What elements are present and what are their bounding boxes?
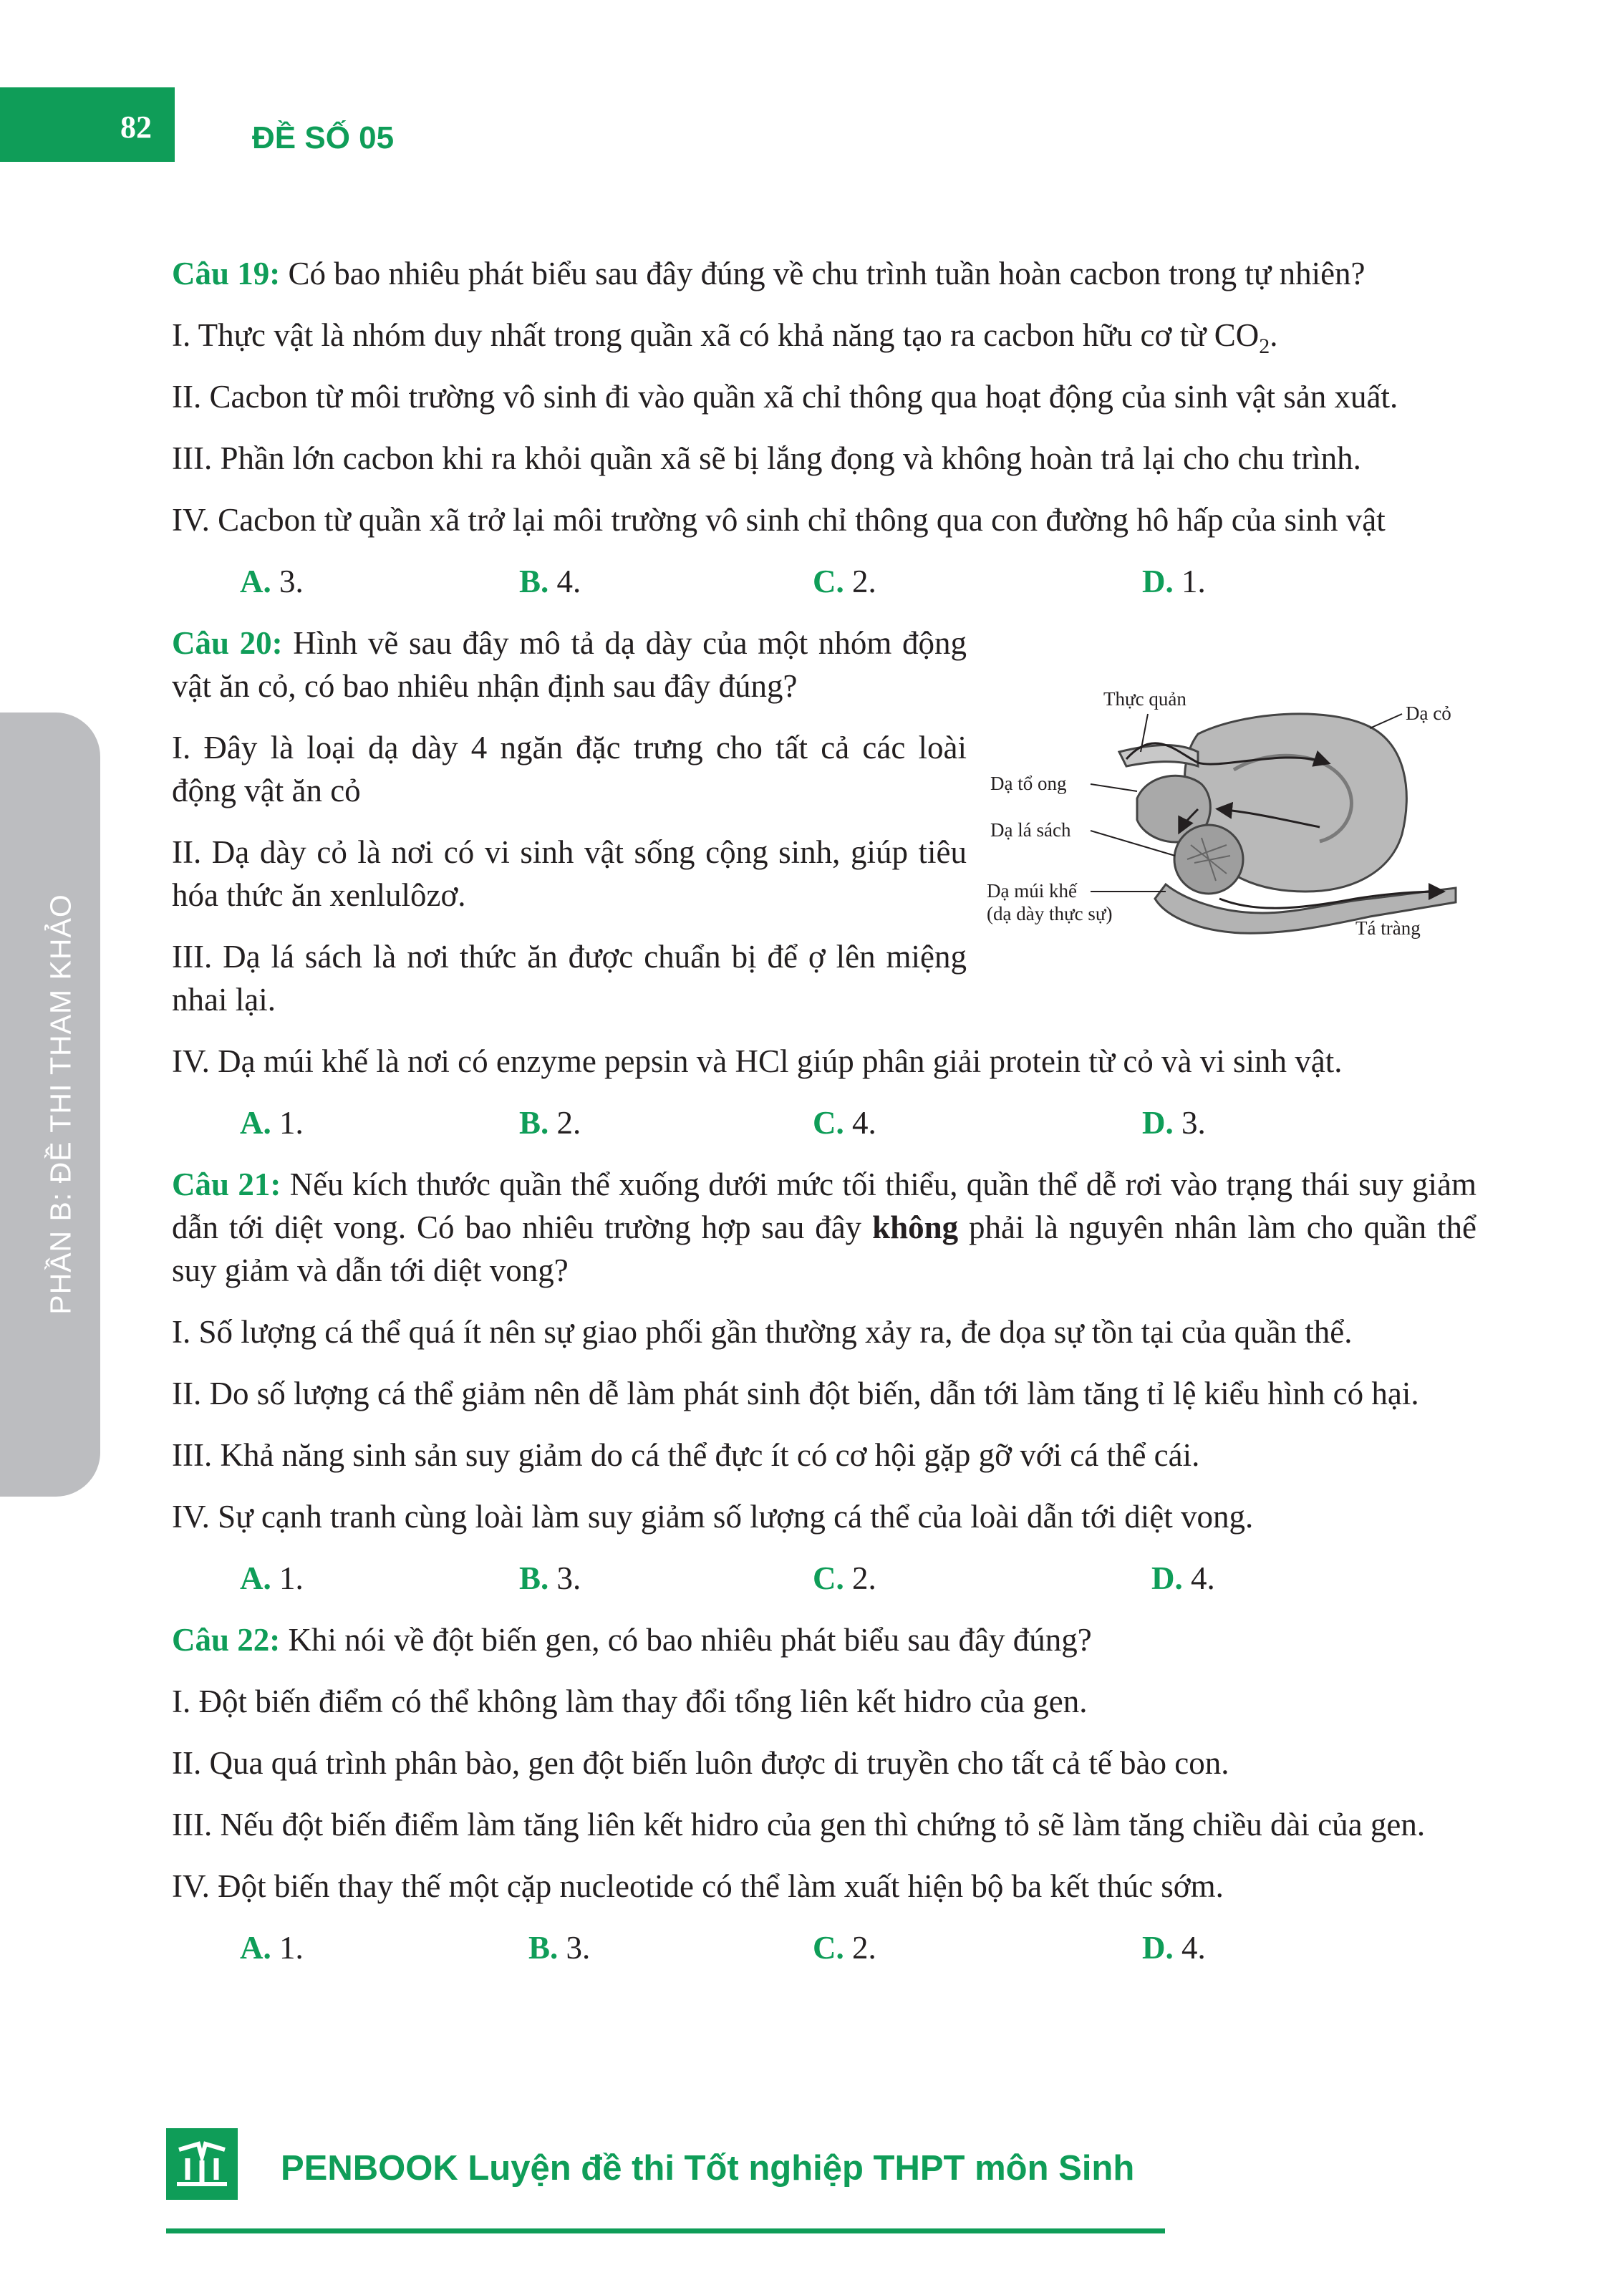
footer-rule [166, 2228, 1165, 2233]
statement-4: IV. Cacbon từ quần xã trở lại môi trường vô sinh chỉ thông qua con đường hô hấp của sinh vật [172, 502, 1386, 538]
leader-line [1091, 784, 1137, 791]
option-letter: B. [519, 564, 549, 599]
statement-1: I. Đây là loại dạ dày 4 ngăn đặc trưng cho tất cả các loài động vật ăn cỏ [172, 730, 967, 808]
option-value: 1. [1173, 564, 1206, 599]
label-reticulum: Dạ tổ ong [990, 773, 1067, 794]
label-omasum: Dạ lá sách [990, 819, 1071, 841]
option-a [240, 560, 304, 603]
main-content [172, 252, 1476, 1988]
option-value: 4. [1173, 1930, 1206, 1966]
question-label: Câu 20: [172, 625, 283, 661]
question-stem-text: Có bao nhiêu phát biểu sau đây đúng về chu trình tuần hoàn cacbon trong tự nhiên? [288, 256, 1366, 291]
option-letter: D. [1142, 1930, 1174, 1966]
option-letter: B. [528, 1930, 559, 1966]
option-value: 2. [844, 1560, 876, 1596]
label-rumen: Dạ cỏ [1406, 702, 1451, 724]
option-b [519, 1557, 581, 1600]
option-value: 1. [271, 1930, 304, 1966]
option-letter: D. [1142, 1105, 1174, 1141]
option-a [240, 1926, 304, 1969]
leader-line [1370, 714, 1402, 728]
option-value: 1. [271, 1560, 304, 1596]
question-stem [172, 252, 1476, 295]
question-stem [172, 622, 967, 707]
option-c [813, 1101, 876, 1144]
option-d [1151, 1557, 1215, 1600]
option-c [813, 1557, 876, 1600]
statement-3: III. Dạ lá sách là nơi thức ăn được chuẩn bị để ợ lên miệng nhai lại. [172, 939, 967, 1018]
statement-4: IV. Sự cạnh tranh cùng loài làm suy giảm số lượng cá thể của loài dẫn tới diệt vong. [172, 1499, 1254, 1535]
option-letter: A. [240, 1930, 271, 1966]
question-19 [172, 252, 1476, 603]
question-stem [172, 1618, 1476, 1661]
option-value: 2. [844, 1930, 876, 1966]
answer-options [172, 1557, 1476, 1600]
question-stem-text: Hình vẽ sau đây mô tả dạ dày của một nhóm động vật ăn cỏ, có bao nhiêu nhận định sau đây đúng? [172, 625, 967, 704]
statement-4: IV. Đột biến thay thế một cặp nucleotide có thể làm xuất hiện bộ ba kết thúc sớm. [172, 1868, 1224, 1904]
statement-2: II. Do số lượng cá thể giảm nên dễ làm phát sinh đột biến, dẫn tới làm tăng tỉ lệ kiểu hình có hại. [172, 1376, 1419, 1411]
question-22 [172, 1618, 1476, 1969]
option-letter: A. [240, 1105, 271, 1141]
statement-1: I. Số lượng cá thể quá ít nên sự giao phối gần thường xảy ra, đe dọa sự tồn tại của quần thể. [172, 1314, 1353, 1350]
exam-title: ĐỀ SỐ 05 [252, 120, 395, 155]
question-label: Câu 19: [172, 256, 281, 291]
option-letter: A. [240, 1560, 271, 1596]
statement-3: III. Khả năng sinh sản suy giảm do cá thể đực ít có cơ hội gặp gỡ với cá thể cái. [172, 1437, 1200, 1473]
side-tab-text: PHẦN B: ĐỀ THI THAM KHẢO [44, 894, 77, 1315]
option-letter: B. [519, 1560, 549, 1596]
statement-4: IV. Dạ múi khế là nơi có enzyme pepsin và HCl giúp phân giải protein từ cỏ và vi sinh vật. [172, 1043, 1343, 1079]
label-abomasum: Dạ múi khế [987, 880, 1077, 902]
option-value: 2. [844, 564, 876, 599]
question-20-text-column [172, 622, 967, 1021]
option-value: 4. [1182, 1560, 1215, 1596]
question-stem-text: Nếu kích thước quần thể xuống dưới mức tối thiểu, quần thể dễ rơi vào trạng thái suy giảm dẫn tới diệt vong. Có bao nhiêu trường hợp sau đây [172, 1167, 1477, 1245]
question-stem-text: Khi nói về đột biến gen, có bao nhiêu phát biểu sau đây đúng? [288, 1622, 1092, 1658]
statement-3: III. Nếu đột biến điểm làm tăng liên kết hidro của gen thì chứng tỏ sẽ làm tăng chiều dài của gen. [172, 1807, 1426, 1842]
option-a [240, 1557, 304, 1600]
option-c [813, 560, 876, 603]
label-esophagus: Thực quản [1103, 688, 1186, 710]
question-label: Câu 21: [172, 1167, 281, 1202]
question-21 [172, 1163, 1476, 1600]
option-value: 4. [844, 1105, 876, 1141]
option-letter: C. [813, 564, 844, 599]
answer-options [172, 1101, 1476, 1144]
option-b [519, 1101, 581, 1144]
label-duodenum: Tá tràng [1355, 917, 1421, 939]
penbook-logo-glyph [166, 2128, 238, 2200]
option-letter: A. [240, 564, 271, 599]
answer-options [172, 560, 1476, 603]
option-c [813, 1926, 876, 1969]
option-b [519, 560, 581, 603]
footer-title: PENBOOK Luyện đề thi Tốt nghiệp THPT môn Sinh [281, 2149, 1135, 2188]
option-letter: C. [813, 1105, 844, 1141]
question-stem-text-end: phải là nguyên nhân làm cho quần thể suy giảm và dẫn tới diệt vong? [172, 1209, 1476, 1288]
option-letter: D. [1151, 1560, 1183, 1596]
statement-2: II. Cacbon từ môi trường vô sinh đi vào quần xã chỉ thông qua hoạt động của sinh vật sản xuất. [172, 379, 1398, 415]
statement-3: III. Phần lớn cacbon khi ra khỏi quần xã sẽ bị lắng đọng và không hoàn trả lại cho chu trình. [172, 440, 1361, 476]
option-d [1142, 560, 1206, 603]
question-stem [172, 1163, 1476, 1292]
statement-end: . [1270, 317, 1278, 353]
penbook-logo-icon [166, 2128, 238, 2200]
statement-1 [172, 314, 1476, 357]
option-letter: B. [519, 1105, 549, 1141]
option-b [528, 1926, 590, 1969]
option-letter: C. [813, 1930, 844, 1966]
ruminant-stomach-diagram [983, 684, 1477, 985]
statement-1: I. Đột biến điểm có thể không làm thay đổi tổng liên kết hidro của gen. [172, 1684, 1088, 1719]
statement-2: II. Dạ dày cỏ là nơi có vi sinh vật sống cộng sinh, giúp tiêu hóa thức ăn xenlulôzơ. [172, 834, 967, 913]
stem-emphasis: không [872, 1209, 959, 1245]
option-value: 3. [271, 564, 304, 599]
option-d [1142, 1926, 1206, 1969]
label-abomasum-note: (dạ dày thực sự) [987, 903, 1113, 924]
option-value: 3. [1173, 1105, 1206, 1141]
option-d [1142, 1101, 1206, 1144]
question-label: Câu 22: [172, 1622, 281, 1658]
option-letter: C. [813, 1560, 844, 1596]
option-value: 4. [548, 564, 581, 599]
statement-text: I. Thực vật là nhóm duy nhất trong quần xã có khả năng tạo ra cacbon hữu cơ từ CO [172, 317, 1260, 353]
option-value: 2. [548, 1105, 581, 1141]
option-value: 3. [558, 1930, 591, 1966]
page-number: 82 [120, 110, 152, 145]
subscript: 2 [1259, 334, 1270, 358]
option-a [240, 1101, 304, 1144]
option-letter: D. [1142, 564, 1174, 599]
option-value: 1. [271, 1105, 304, 1141]
answer-options [172, 1926, 1476, 1969]
option-value: 3. [548, 1560, 581, 1596]
statement-2: II. Qua quá trình phân bào, gen đột biến luôn được di truyền cho tất cả tế bào con. [172, 1745, 1229, 1781]
